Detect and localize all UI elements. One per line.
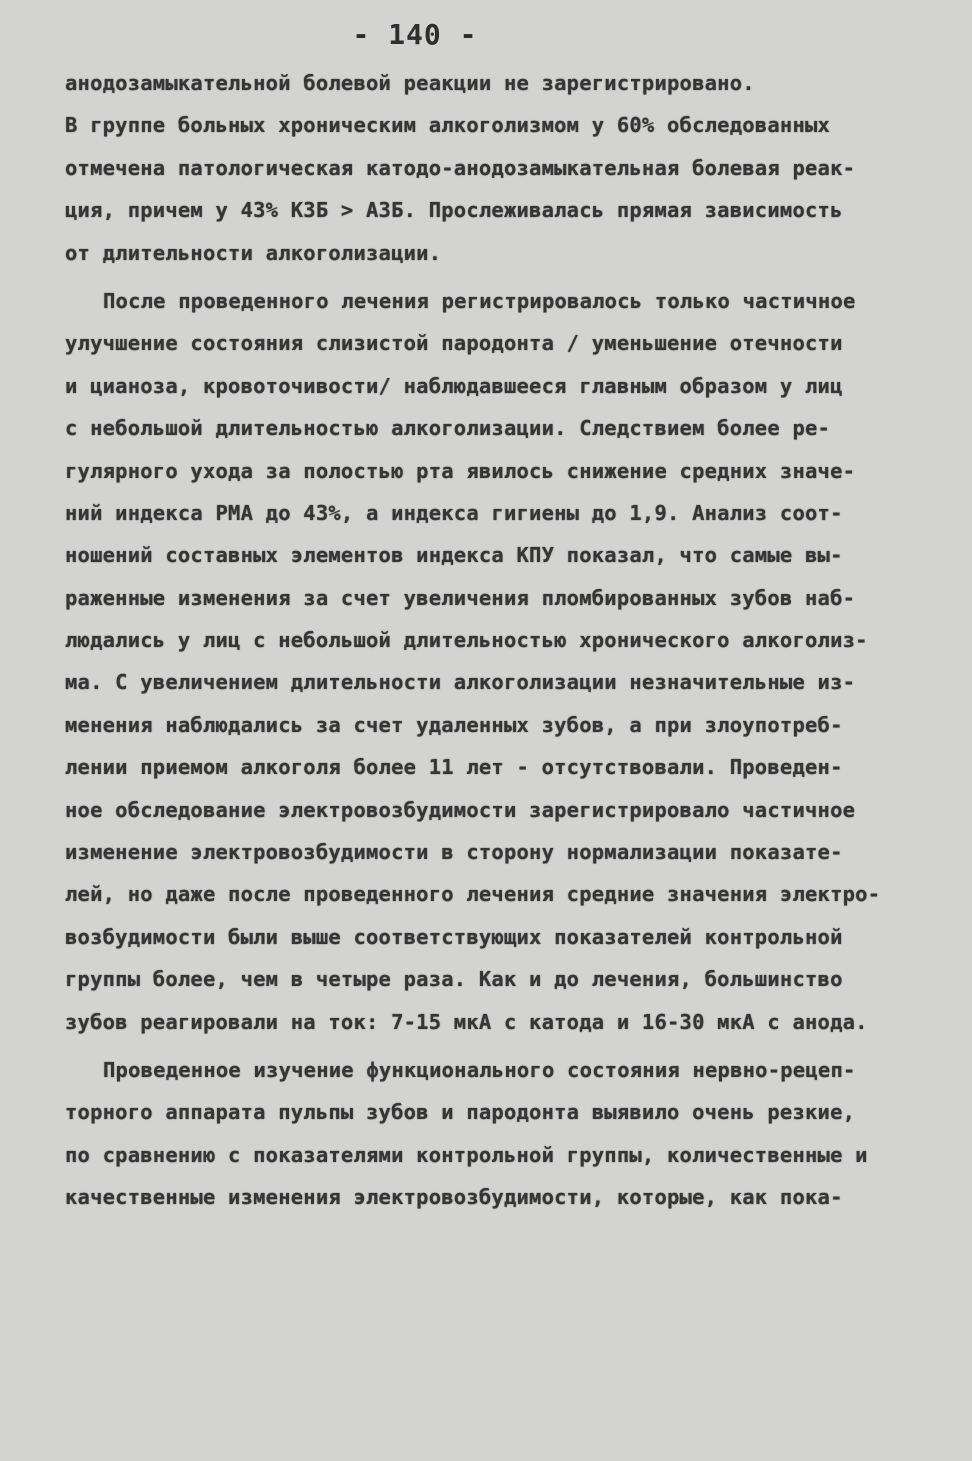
text-line: отмечена патологическая катодо-анодозамыкательная болевая реак- <box>65 155 856 180</box>
text-line: ное обследование электровозбудимости зарегистрировало частичное <box>65 797 856 822</box>
page-number: - 140 - <box>352 18 478 51</box>
text-line: с небольшой длительностью алкоголизации. Следствием более ре- <box>65 416 831 441</box>
paragraph-first-line: Проведенное изучение функционального состояния нервно-рецеп- <box>103 1057 856 1082</box>
text-line: В группе больных хроническим алкоголизмом у 60% обследованных <box>65 113 831 138</box>
text-line: и цианоза, кровоточивости/ наблюдавшееся главным образом у лиц <box>65 373 843 398</box>
text-line: менения наблюдались за счет удаленных зубов, а при злоупотреб- <box>65 712 843 737</box>
text-line: раженные изменения за счет увеличения пломбированных зубов наб- <box>65 585 856 610</box>
text-line: гулярного ухода за полостью рта явилось снижение средних значе- <box>65 458 856 483</box>
text-line: ношений составных элементов индекса КПУ показал, что самые вы- <box>65 543 843 568</box>
text-line: возбудимости были выше соответствующих показателей контрольной <box>65 924 843 949</box>
text-line: улучшение состояния слизистой пародонта / уменьшение отечности <box>65 331 843 356</box>
text-line: лей, но даже после проведенного лечения средние значения электро- <box>65 882 881 907</box>
paragraph-first-line: После проведенного лечения регистрировалось только частичное <box>103 288 856 313</box>
text-line: группы более, чем в четыре раза. Как и до лечения, большинство <box>65 967 843 992</box>
text-line: ма. С увеличением длительности алкоголизации незначительные из- <box>65 670 856 695</box>
text-line: торного аппарата пульпы зубов и пародонта выявило очень резкие, <box>65 1100 856 1125</box>
body-text <box>65 62 905 1219</box>
text-line: анодозамыкательной болевой реакции не зарегистрировано. <box>65 71 755 95</box>
text-line: изменение электровозбудимости в сторону нормализации показате- <box>65 840 843 865</box>
text-line: качественные изменения электровозбудимости, которые, как пока- <box>65 1185 843 1210</box>
text-line: ний индекса РМА до 43%, а индекса гигиены до 1,9. Анализ соот- <box>65 500 843 525</box>
text-line: зубов реагировали на ток: 7-15 мкА с катода и 16-30 мкА с анода. <box>65 1009 868 1034</box>
text-line: от длительности алкоголизации. <box>65 240 442 265</box>
text-line: ция, причем у 43% КЗБ > АЗБ. Прослеживалась прямая зависимость <box>65 198 843 223</box>
text-line: лении приемом алкоголя более 11 лет - отсутствовали. Проведен- <box>65 755 843 780</box>
text-line: по сравнению с показателями контрольной группы, количественные и <box>65 1142 868 1167</box>
text-line: людались у лиц с небольшой длительностью хронического алкоголиз- <box>65 628 868 653</box>
